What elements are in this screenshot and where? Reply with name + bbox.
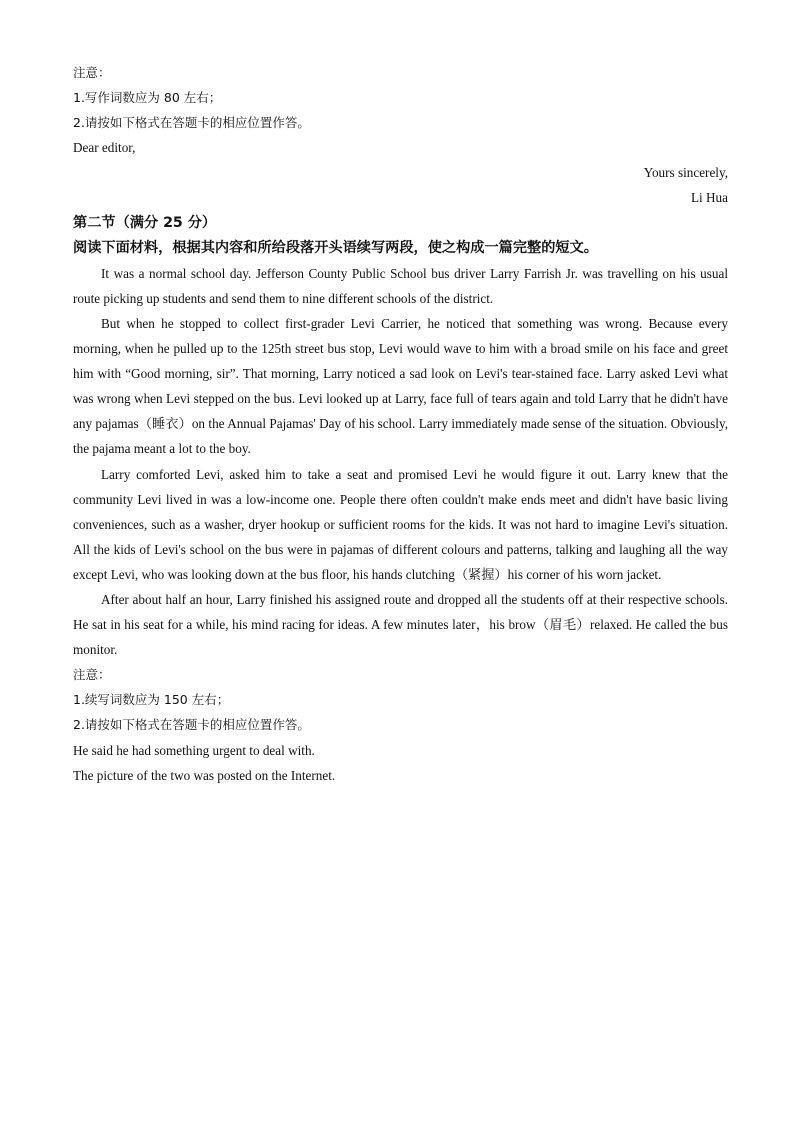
story-paragraph: But when he stopped to collect first-grader Levi Carrier, he noticed that something was wrong. Because every morning, when he pulled up to the 125th street bus stop, Levi would wave to him with a broad smile on his face and greet him with “Good morning, sir”. That morning, Larry noticed a sad look on Levi's tear-stained face. Larry asked Levi what was wrong when Levi stepped on the bus. Levi looked up at Larry, face full of tears again and told Larry that he didn't have any pajamas（睡衣）on the Annual Pajamas' Day of his school. Larry immediately made sense of the situation. Obviously, the pajama meant a lot to the boy. [73,315,728,457]
note-title: 注意： [73,667,111,683]
paragraph-opening-2: The picture of the two was posted on the Internet. [73,767,336,783]
letter-salutation: Dear editor, [73,140,136,156]
note-format: 2.请按如下格式在答题卡的相应位置作答。 [73,115,310,131]
exam-page [73,60,728,788]
section-instruction: 阅读下面材料，根据其内容和所给段落开头语续写两段，使之构成一篇完整的短文。 [73,239,598,256]
section-title: 第二节（满分 25 分） [73,214,217,231]
note-title: 注意： [73,65,111,80]
letter-closing: Yours sincerely, [643,165,728,181]
paragraph-opening-1: He said he had something urgent to deal with. [73,742,315,758]
note-word-count: 1.续写词数应为 150 左右； [73,692,230,708]
story-paragraph: After about half an hour, Larry finished his assigned route and dropped all the students off at their respective schools. He sat in his seat for a while, his mind racing for ideas. A few minutes later，his brow（眉毛）relaxed. He called the bus monitor. [73,591,728,658]
note-word-count: 1.写作词数应为 80 左右； [73,90,222,106]
story-paragraph: It was a normal school day. Jefferson County Public School bus driver Larry Farrish Jr. was travelling on his usual route picking up students and send them to nine different schools of the district. [73,265,728,306]
letter-signature: Li Hua [691,190,728,206]
story-paragraph: Larry comforted Levi, asked him to take a seat and promised Levi he would figure it out. Larry knew that the community Levi lived in was a low-income one. People there often couldn't make ends meet and didn't have basic living conveniences, such as a washer, dryer hookup or sufficient rooms for the kids. It was not hard to imagine Levi's situation. All the kids of Levi's school on the bus were in pajamas of different colours and patterns, talking and laughing all the way except Levi, who was looking down at the bus floor, his hands clutching（紧握）his corner of his worn jacket. [73,466,728,582]
note-format: 2.请按如下格式在答题卡的相应位置作答。 [73,717,310,733]
